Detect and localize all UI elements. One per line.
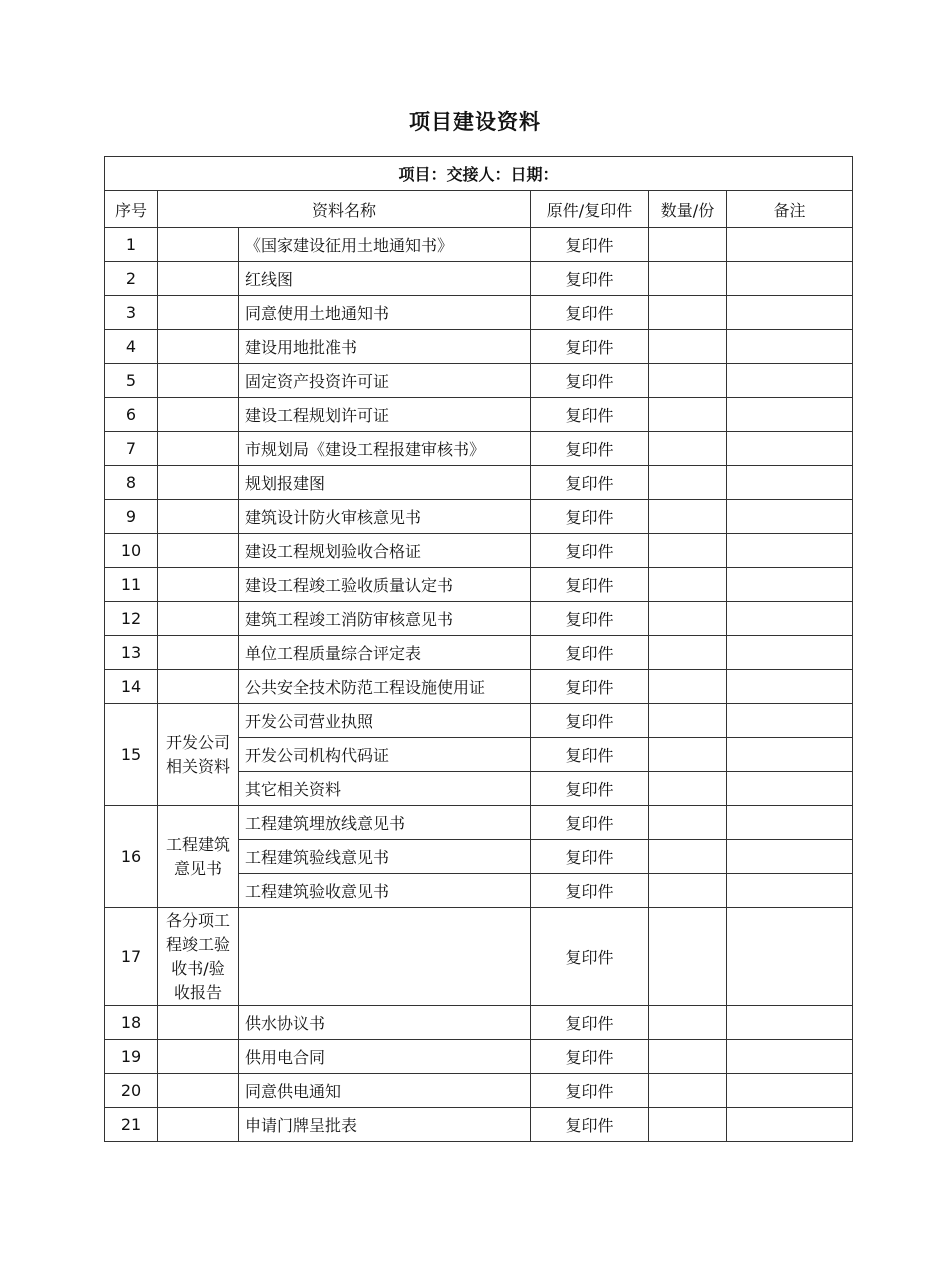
row-number: 1: [105, 228, 158, 262]
row-quantity: [649, 466, 727, 500]
row-number: 7: [105, 432, 158, 466]
row-material-name: 规划报建图: [239, 466, 531, 500]
row-category: [158, 262, 239, 296]
table-row: [105, 364, 853, 398]
table-row: [105, 1040, 853, 1074]
info-row: [105, 157, 853, 191]
row-quantity: [649, 262, 727, 296]
row-category: [158, 670, 239, 704]
table-row: [105, 636, 853, 670]
row-note: [727, 636, 853, 670]
row-note: [727, 466, 853, 500]
row-note: [727, 874, 853, 908]
group-label-cell: [158, 908, 239, 1006]
row-copy-type: 复印件: [531, 738, 649, 772]
row-note: [727, 228, 853, 262]
row-number: 4: [105, 330, 158, 364]
header-type: 原件/复印件: [531, 191, 649, 228]
row-material-name: 市规划局《建设工程报建审核书》: [239, 432, 531, 466]
row-note: [727, 908, 853, 1006]
row-quantity: [649, 330, 727, 364]
row-copy-type: 复印件: [531, 704, 649, 738]
row-quantity: [649, 1074, 727, 1108]
row-number: 8: [105, 466, 158, 500]
row-category: [158, 1040, 239, 1074]
row-copy-type: 复印件: [531, 466, 649, 500]
row-material-name: 供水协议书: [239, 1006, 531, 1040]
row-copy-type: 复印件: [531, 874, 649, 908]
row-number: 6: [105, 398, 158, 432]
document-title: 项目建设资料: [409, 110, 541, 134]
row-category: [158, 1006, 239, 1040]
row-copy-type: 复印件: [531, 432, 649, 466]
row-quantity: [649, 670, 727, 704]
table-row: [105, 806, 853, 840]
row-category: [158, 534, 239, 568]
row-category: [158, 398, 239, 432]
row-note: [727, 704, 853, 738]
header-qty: 数量/份: [649, 191, 727, 228]
header-note: 备注: [727, 191, 853, 228]
row-material-name: 建筑工程竣工消防审核意见书: [239, 602, 531, 636]
row-quantity: [649, 806, 727, 840]
row-copy-type: 复印件: [531, 670, 649, 704]
row-category: [158, 432, 239, 466]
row-quantity: [649, 704, 727, 738]
row-copy-type: 复印件: [531, 1040, 649, 1074]
group-label: 工程建筑意见书: [158, 806, 239, 908]
row-category: [158, 1074, 239, 1108]
row-category: [158, 466, 239, 500]
row-note: [727, 262, 853, 296]
row-quantity: [649, 228, 727, 262]
row-quantity: [649, 1006, 727, 1040]
row-category: [158, 228, 239, 262]
row-quantity: [649, 1108, 727, 1142]
table-row: [105, 908, 853, 1006]
row-quantity: [649, 738, 727, 772]
row-note: [727, 602, 853, 636]
row-material-name: 建筑设计防火审核意见书: [239, 500, 531, 534]
table-row: [105, 330, 853, 364]
row-number: 13: [105, 636, 158, 670]
row-material-name: 开发公司营业执照: [239, 704, 531, 738]
row-material-name: 单位工程质量综合评定表: [239, 636, 531, 670]
table-row: [105, 670, 853, 704]
row-note: [727, 534, 853, 568]
row-note: [727, 670, 853, 704]
row-material-name: 申请门牌呈批表: [239, 1108, 531, 1142]
row-number: 18: [105, 1006, 158, 1040]
row-category: [158, 602, 239, 636]
row-category: [158, 330, 239, 364]
row-number: 19: [105, 1040, 158, 1074]
row-copy-type: 复印件: [531, 398, 649, 432]
row-material-name: 建设用地批准书: [239, 330, 531, 364]
row-category: [158, 1108, 239, 1142]
row-material-name: 固定资产投资许可证: [239, 364, 531, 398]
row-quantity: [649, 908, 727, 1006]
row-number: 21: [105, 1108, 158, 1142]
row-quantity: [649, 534, 727, 568]
row-copy-type: 复印件: [531, 296, 649, 330]
table-row: [105, 1006, 853, 1040]
table-row: [105, 432, 853, 466]
row-number: 17: [105, 908, 158, 1006]
table-row: [105, 1108, 853, 1142]
row-quantity: [649, 1040, 727, 1074]
row-quantity: [649, 432, 727, 466]
row-note: [727, 568, 853, 602]
row-copy-type: 复印件: [531, 636, 649, 670]
row-number: 3: [105, 296, 158, 330]
table-row: [105, 262, 853, 296]
header-row: [105, 191, 853, 228]
row-quantity: [649, 364, 727, 398]
row-material-name: 建设工程规划许可证: [239, 398, 531, 432]
row-copy-type: 复印件: [531, 772, 649, 806]
row-material-name: 工程建筑验收意见书: [239, 874, 531, 908]
table-row: [105, 602, 853, 636]
row-material-name: 工程建筑埋放线意见书: [239, 806, 531, 840]
row-material-name: 工程建筑验线意见书: [239, 840, 531, 874]
row-quantity: [649, 840, 727, 874]
table-row: [105, 534, 853, 568]
row-copy-type: 复印件: [531, 1006, 649, 1040]
row-quantity: [649, 398, 727, 432]
row-quantity: [649, 296, 727, 330]
row-copy-type: 复印件: [531, 330, 649, 364]
table-row: [105, 228, 853, 262]
row-copy-type: 复印件: [531, 840, 649, 874]
materials-table: [104, 156, 853, 1142]
table-row: [105, 500, 853, 534]
row-copy-type: 复印件: [531, 806, 649, 840]
row-note: [727, 432, 853, 466]
row-number: 20: [105, 1074, 158, 1108]
row-quantity: [649, 636, 727, 670]
row-number: 15: [105, 704, 158, 806]
row-note: [727, 806, 853, 840]
row-material-name: 开发公司机构代码证: [239, 738, 531, 772]
row-material-name: 供用电合同: [239, 1040, 531, 1074]
row-material-name: 建设工程规划验收合格证: [239, 534, 531, 568]
row-material-name: 同意使用土地通知书: [239, 296, 531, 330]
table-row: [105, 568, 853, 602]
table-row: [105, 466, 853, 500]
row-note: [727, 398, 853, 432]
row-note: [727, 296, 853, 330]
row-quantity: [649, 602, 727, 636]
row-copy-type: 复印件: [531, 908, 649, 1006]
row-number: 9: [105, 500, 158, 534]
row-quantity: [649, 874, 727, 908]
table-row: [105, 296, 853, 330]
row-material-name: 《国家建设征用土地通知书》: [239, 228, 531, 262]
row-copy-type: 复印件: [531, 534, 649, 568]
header-name: 资料名称: [158, 191, 531, 228]
row-quantity: [649, 772, 727, 806]
row-material-name: 建设工程竣工验收质量认定书: [239, 568, 531, 602]
row-note: [727, 1074, 853, 1108]
row-category: [158, 296, 239, 330]
header-no: 序号: [105, 191, 158, 228]
row-material-name: 红线图: [239, 262, 531, 296]
row-number: 2: [105, 262, 158, 296]
row-material-name: [239, 908, 531, 1006]
row-number: 12: [105, 602, 158, 636]
row-note: [727, 772, 853, 806]
row-number: 11: [105, 568, 158, 602]
row-note: [727, 1040, 853, 1074]
table-row: [105, 398, 853, 432]
row-copy-type: 复印件: [531, 1108, 649, 1142]
table-row: [105, 704, 853, 738]
row-number: 16: [105, 806, 158, 908]
row-category: [158, 568, 239, 602]
info-line: 项目：交接人：日期：: [105, 157, 853, 191]
row-quantity: [649, 568, 727, 602]
row-material-name: 同意供电通知: [239, 1074, 531, 1108]
row-note: [727, 840, 853, 874]
table-row: [105, 1074, 853, 1108]
row-note: [727, 364, 853, 398]
row-note: [727, 1006, 853, 1040]
row-number: 10: [105, 534, 158, 568]
row-note: [727, 1108, 853, 1142]
row-category: [158, 636, 239, 670]
row-material-name: 公共安全技术防范工程设施使用证: [239, 670, 531, 704]
row-number: 14: [105, 670, 158, 704]
row-copy-type: 复印件: [531, 602, 649, 636]
row-note: [727, 738, 853, 772]
row-copy-type: 复印件: [531, 1074, 649, 1108]
row-number: 5: [105, 364, 158, 398]
row-copy-type: 复印件: [531, 262, 649, 296]
group-label: 开发公司相关资料: [158, 704, 239, 806]
row-quantity: [649, 500, 727, 534]
row-material-name: 其它相关资料: [239, 772, 531, 806]
row-copy-type: 复印件: [531, 364, 649, 398]
row-note: [727, 500, 853, 534]
row-category: [158, 500, 239, 534]
row-category: [158, 364, 239, 398]
group-label: 各分项工程竣工验收书/验收报告: [166, 910, 231, 1002]
row-copy-type: 复印件: [531, 500, 649, 534]
row-note: [727, 330, 853, 364]
row-copy-type: 复印件: [531, 228, 649, 262]
row-copy-type: 复印件: [531, 568, 649, 602]
